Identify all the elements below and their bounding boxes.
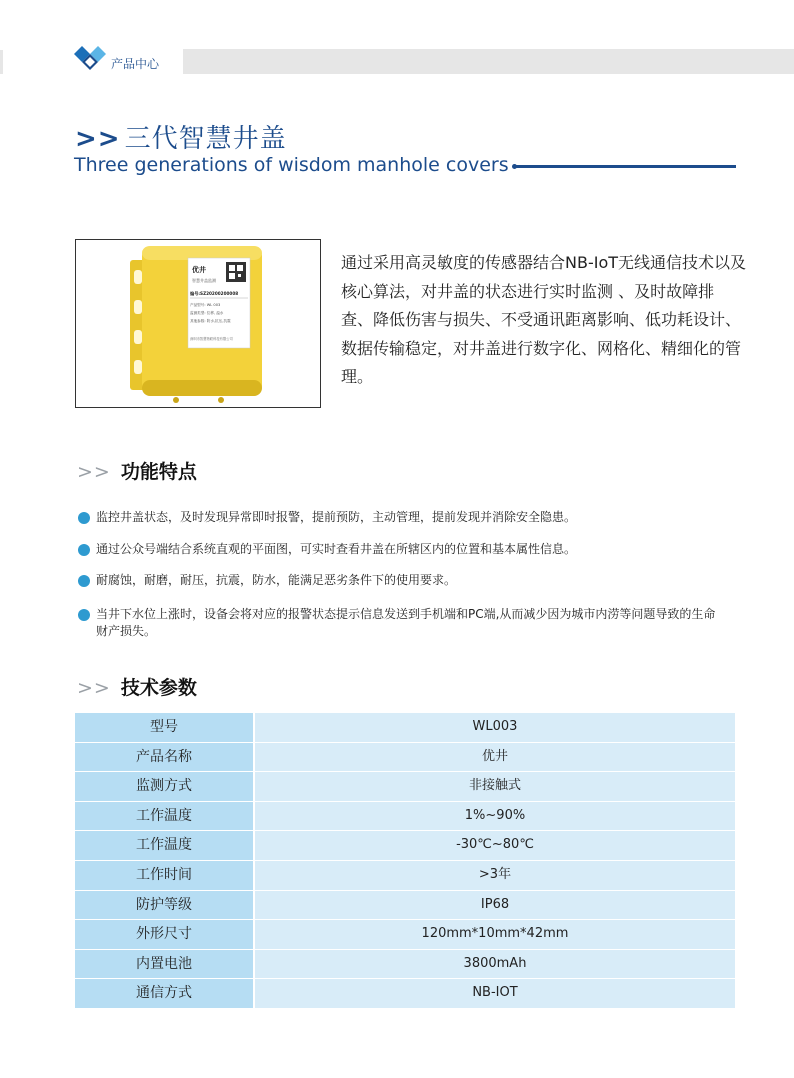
specs-heading: [77, 673, 197, 700]
table-row: [75, 743, 735, 773]
spec-value: 3800mAh: [255, 950, 735, 979]
label-line: 深圳市智慧物联科技有限公司: [190, 337, 233, 341]
product-image-frame: [75, 239, 321, 408]
features-heading: [77, 457, 197, 484]
table-row: [75, 713, 735, 743]
bullet-dot-icon: [78, 575, 90, 587]
title-cn-text: 三代智慧井盖: [124, 124, 287, 154]
table-row: [75, 772, 735, 802]
label-line: 监测类型: 位移, 溢水: [190, 311, 224, 315]
table-row: [75, 802, 735, 832]
title-arrows: >>: [75, 124, 121, 154]
spec-table: [75, 713, 735, 1009]
spec-value: NB-IOT: [255, 979, 735, 1008]
spec-value: WL003: [255, 713, 735, 742]
spec-value: 120mm*10mm*42mm: [255, 920, 735, 949]
features-arrows: >>: [77, 461, 111, 483]
spec-value: -30℃~80℃: [255, 831, 735, 860]
spec-key: 监测方式: [75, 772, 255, 801]
label-line: 产品型号: WL 003: [190, 303, 221, 307]
bullet-dot-icon: [78, 512, 90, 524]
table-row: [75, 831, 735, 861]
spec-key: 防护等级: [75, 891, 255, 920]
company-logo-icon: [74, 46, 106, 74]
table-row: [75, 950, 735, 980]
features-title: 功能特点: [120, 461, 197, 483]
header-bar: [183, 49, 794, 74]
page-title: [75, 118, 287, 155]
spec-key: 内置电池: [75, 950, 255, 979]
label-subtitle: 智慧井盖监测: [192, 278, 216, 283]
spec-key: 通信方式: [75, 979, 255, 1008]
label-serial: 编号:SZ20200200008: [190, 291, 239, 296]
spec-key: 工作温度: [75, 831, 255, 860]
spec-value: 优井: [255, 743, 735, 772]
label-title: 优井: [192, 266, 206, 274]
bullet-dot-icon: [78, 609, 90, 621]
specs-title: 技术参数: [120, 677, 197, 699]
spec-key: 产品名称: [75, 743, 255, 772]
feature-text: 通过公众号端结合系统直观的平面图，可实时查看井盖在所辖区内的位置和基本属性信息。: [96, 542, 577, 556]
spec-value: >3年: [255, 861, 735, 890]
page-edge-tab: [0, 50, 3, 74]
specs-arrows: >>: [77, 677, 111, 699]
page-subtitle-en: Three generations of wisdom manhole covers: [74, 154, 509, 176]
spec-key: 型号: [75, 713, 255, 742]
bullet-dot-icon: [78, 544, 90, 556]
spec-value: 1%~90%: [255, 802, 735, 831]
feature-text: 当井下水位上涨时，设备会将对应的报警状态提示信息发送到手机端和PC端,从而减少因为城市内涝等问题导致的生命财产损失。: [96, 607, 716, 638]
table-row: [75, 979, 735, 1009]
spec-key: 外形尺寸: [75, 920, 255, 949]
title-underline: [516, 165, 736, 168]
feature-text: 监控井盖状态，及时发现异常即时报警，提前预防，主动管理，提前发现并消除安全隐患。: [96, 510, 577, 524]
spec-value: 非接触式: [255, 772, 735, 801]
product-device-image: [76, 240, 320, 407]
intro-paragraph: 通过采用高灵敏度的传感器结合NB-IoT无线通信技术以及核心算法，对井盖的状态进行实时监测 、及时故障排查、降低伤害与损失、不受通讯距离影响、低功耗设计、数据传输稳定，对井盖进行数字化、网格化、精细化的管理。: [341, 253, 747, 386]
label-line: 其他参数: 防水,抗压,抗震: [190, 319, 231, 323]
header-section-label: 产品中心: [111, 57, 160, 71]
spec-key: 工作温度: [75, 802, 255, 831]
feature-text: 耐腐蚀，耐磨，耐压，抗震，防水，能满足恶劣条件下的使用要求。: [96, 573, 457, 587]
table-row: [75, 920, 735, 950]
table-row: [75, 861, 735, 891]
table-row: [75, 891, 735, 921]
spec-key: 工作时间: [75, 861, 255, 890]
spec-value: IP68: [255, 891, 735, 920]
